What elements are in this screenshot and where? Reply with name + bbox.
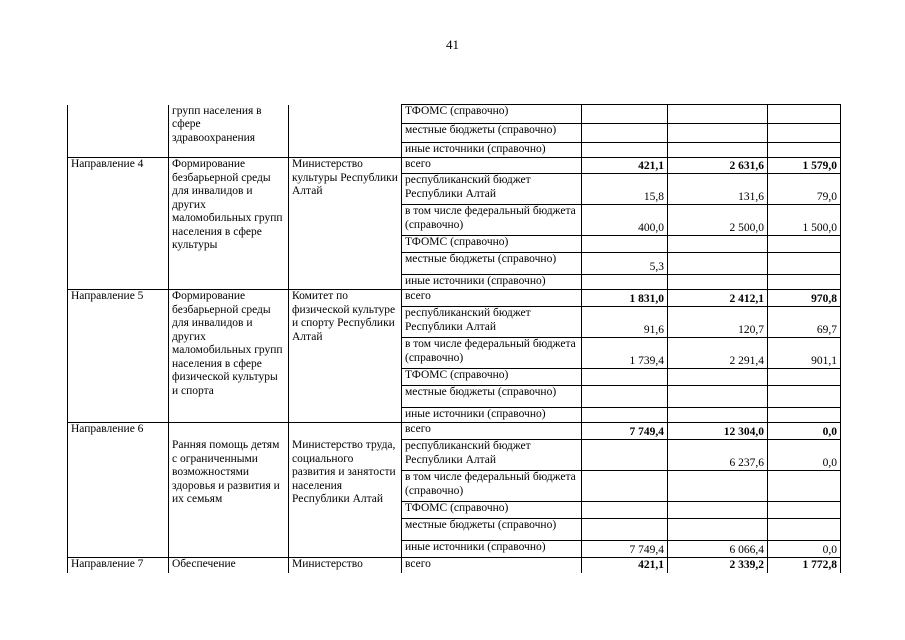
measure-name-cell xyxy=(169,290,289,423)
amount-year-3-cell: 0,0 xyxy=(768,423,841,440)
amount-year-1-cell: 1 739,4 xyxy=(582,338,668,369)
funding-source-cell: местные бюджеты (справочно) xyxy=(402,519,582,541)
amount-year-1-cell xyxy=(582,236,668,253)
amount-year-3-cell xyxy=(768,502,841,519)
measure-name-text: Формирование безбарьерной среды для инвалидов и других маломобильных групп населения в сфере культуры xyxy=(172,158,283,251)
amount-year-2-cell xyxy=(668,369,768,386)
amount-year-3-cell: 69,7 xyxy=(768,307,841,338)
page-number: 41 xyxy=(446,37,459,52)
table-row xyxy=(68,158,841,174)
table-row xyxy=(68,105,841,124)
amount-year-1-cell xyxy=(582,471,668,502)
funding-source-cell: всего xyxy=(402,423,582,440)
amount-year-3-cell xyxy=(768,471,841,502)
amount-year-2-cell xyxy=(668,471,768,502)
table-row xyxy=(68,558,841,573)
direction-cell xyxy=(68,158,169,290)
funding-table xyxy=(67,104,841,573)
amount-year-1-cell xyxy=(582,440,668,471)
amount-year-3-cell: 79,0 xyxy=(768,174,841,205)
amount-year-2-cell xyxy=(668,143,768,158)
measure-name-text: групп населения в сфере здравоохранения xyxy=(172,104,262,144)
funding-source-cell: республиканский бюджет Республики Алтай xyxy=(402,440,582,471)
amount-year-2-cell: 131,6 xyxy=(668,174,768,205)
amount-year-2-cell xyxy=(668,502,768,519)
executor-cell xyxy=(289,158,402,290)
funding-source-cell: иные источники (справочно) xyxy=(402,143,582,158)
measure-name-text: Ранняя помощь детям с ограниченными возможностями здоровья и развития и их семьям xyxy=(172,439,280,505)
executor-text: Министерство труда, социального развития и занятости населения Республики Алтай xyxy=(292,439,396,505)
funding-source-cell: в том числе федеральный бюджета (справочно) xyxy=(402,471,582,502)
table-row xyxy=(68,290,841,307)
amount-year-2-cell xyxy=(668,386,768,408)
measure-name-cell xyxy=(169,558,289,573)
funding-source-cell: ТФОМС (справочно) xyxy=(402,105,582,124)
amount-year-2-cell: 6 237,6 xyxy=(668,440,768,471)
executor-text: Министерство культуры Республики Алтай xyxy=(292,158,398,197)
funding-source-cell: в том числе федеральный бюджета (справочно) xyxy=(402,205,582,236)
amount-year-3-cell: 970,8 xyxy=(768,290,841,307)
amount-year-1-cell: 1 831,0 xyxy=(582,290,668,307)
amount-year-2-cell: 12 304,0 xyxy=(668,423,768,440)
amount-year-2-cell xyxy=(668,253,768,275)
amount-year-2-cell: 6 066,4 xyxy=(668,541,768,558)
amount-year-1-cell: 7 749,4 xyxy=(582,541,668,558)
table-row xyxy=(68,423,841,440)
amount-year-1-cell xyxy=(582,105,668,124)
funding-source-cell: всего xyxy=(402,290,582,307)
funding-source-cell: местные бюджеты (справочно) xyxy=(402,253,582,275)
table-body xyxy=(68,105,841,573)
funding-source-cell: в том числе федеральный бюджета (справочно) xyxy=(402,338,582,369)
measure-name-text: Обеспечение xyxy=(172,558,236,570)
executor-cell xyxy=(289,558,402,573)
amount-year-2-cell xyxy=(668,124,768,143)
direction-text: Направление 7 xyxy=(71,558,144,570)
amount-year-2-cell: 2 500,0 xyxy=(668,205,768,236)
funding-source-cell: республиканский бюджет Республики Алтай xyxy=(402,174,582,205)
amount-year-2-cell xyxy=(668,236,768,253)
amount-year-1-cell: 421,1 xyxy=(582,558,668,573)
amount-year-1-cell xyxy=(582,502,668,519)
amount-year-1-cell xyxy=(582,275,668,290)
amount-year-1-cell xyxy=(582,519,668,541)
amount-year-2-cell: 2 291,4 xyxy=(668,338,768,369)
amount-year-1-cell: 7 749,4 xyxy=(582,423,668,440)
amount-year-3-cell xyxy=(768,105,841,124)
amount-year-2-cell: 120,7 xyxy=(668,307,768,338)
amount-year-2-cell xyxy=(668,408,768,423)
funding-source-cell: иные источники (справочно) xyxy=(402,275,582,290)
executor-text: Комитет по физической культуре и спорту Республики Алтай xyxy=(292,290,396,343)
amount-year-1-cell: 421,1 xyxy=(582,158,668,174)
direction-cell xyxy=(68,558,169,573)
funding-source-cell: местные бюджеты (справочно) xyxy=(402,124,582,143)
amount-year-1-cell xyxy=(582,143,668,158)
amount-year-3-cell xyxy=(768,369,841,386)
amount-year-3-cell: 0,0 xyxy=(768,541,841,558)
amount-year-3-cell xyxy=(768,275,841,290)
amount-year-3-cell: 0,0 xyxy=(768,440,841,471)
amount-year-1-cell: 400,0 xyxy=(582,205,668,236)
funding-source-cell: ТФОМС (справочно) xyxy=(402,369,582,386)
amount-year-3-cell: 1 579,0 xyxy=(768,158,841,174)
amount-year-3-cell xyxy=(768,124,841,143)
amount-year-2-cell: 2 412,1 xyxy=(668,290,768,307)
funding-source-cell: всего xyxy=(402,558,582,573)
measure-name-text: Формирование безбарьерной среды для инвалидов и других маломобильных групп населения в сфере физической культуры и спорта xyxy=(172,290,283,397)
funding-source-cell: иные источники (справочно) xyxy=(402,541,582,558)
amount-year-3-cell xyxy=(768,236,841,253)
measure-name-cell xyxy=(169,105,289,158)
direction-cell xyxy=(68,423,169,558)
measure-name-cell xyxy=(169,158,289,290)
amount-year-1-cell xyxy=(582,408,668,423)
amount-year-2-cell: 2 631,6 xyxy=(668,158,768,174)
amount-year-2-cell: 2 339,2 xyxy=(668,558,768,573)
direction-text: Направление 6 xyxy=(71,423,144,435)
amount-year-3-cell: 901,1 xyxy=(768,338,841,369)
amount-year-1-cell xyxy=(582,386,668,408)
direction-text: Направление 4 xyxy=(71,158,144,170)
amount-year-1-cell: 15,8 xyxy=(582,174,668,205)
measure-name-cell xyxy=(169,423,289,558)
amount-year-1-cell xyxy=(582,369,668,386)
amount-year-1-cell xyxy=(582,124,668,143)
executor-cell xyxy=(289,290,402,423)
direction-cell xyxy=(68,105,169,158)
amount-year-3-cell xyxy=(768,519,841,541)
direction-cell xyxy=(68,290,169,423)
amount-year-1-cell: 5,3 xyxy=(582,253,668,275)
amount-year-2-cell xyxy=(668,519,768,541)
amount-year-1-cell: 91,6 xyxy=(582,307,668,338)
direction-text: Направление 5 xyxy=(71,290,144,302)
amount-year-3-cell: 1 500,0 xyxy=(768,205,841,236)
amount-year-3-cell: 1 772,8 xyxy=(768,558,841,573)
funding-source-cell: всего xyxy=(402,158,582,174)
executor-text: Министерство xyxy=(292,558,363,570)
amount-year-2-cell xyxy=(668,105,768,124)
executor-cell xyxy=(289,423,402,558)
amount-year-2-cell xyxy=(668,275,768,290)
funding-source-cell: иные источники (справочно) xyxy=(402,408,582,423)
amount-year-3-cell xyxy=(768,143,841,158)
funding-source-cell: ТФОМС (справочно) xyxy=(402,236,582,253)
amount-year-3-cell xyxy=(768,253,841,275)
funding-source-cell: местные бюджеты (справочно) xyxy=(402,386,582,408)
funding-source-cell: ТФОМС (справочно) xyxy=(402,502,582,519)
executor-cell xyxy=(289,105,402,158)
amount-year-3-cell xyxy=(768,386,841,408)
amount-year-3-cell xyxy=(768,408,841,423)
funding-source-cell: республиканский бюджет Республики Алтай xyxy=(402,307,582,338)
